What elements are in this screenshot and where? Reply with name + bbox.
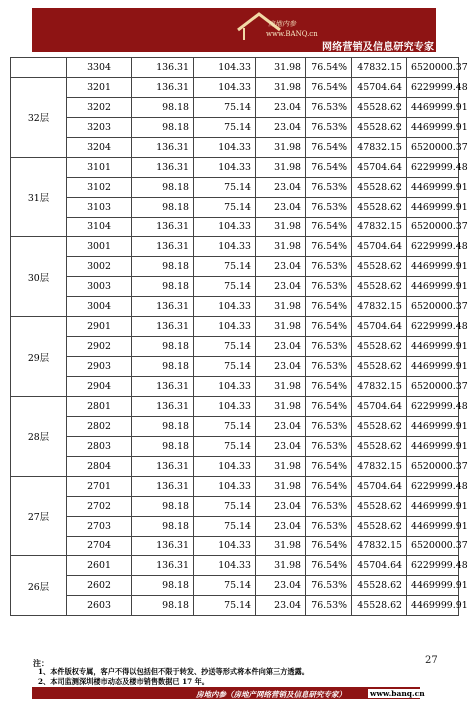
cell-ratio: 76.53% — [306, 516, 352, 536]
table-row — [11, 516, 459, 536]
cell-inner-area: 75.14 — [194, 337, 256, 357]
cell-unit: 3102 — [67, 177, 132, 197]
cell-ratio: 76.53% — [306, 576, 352, 596]
cell-inner-area: 104.33 — [194, 137, 256, 157]
table-row — [11, 277, 459, 297]
cell-unit: 2602 — [67, 576, 132, 596]
cell-gross-area: 98.18 — [132, 516, 194, 536]
cell-gross-area: 98.18 — [132, 436, 194, 456]
cell-total: 4469999.91 — [407, 337, 459, 357]
cell-gross-area: 98.18 — [132, 117, 194, 137]
cell-unit: 2703 — [67, 516, 132, 536]
cell-price: 45528.62 — [352, 177, 407, 197]
cell-inner-area: 75.14 — [194, 277, 256, 297]
cell-shared-area: 31.98 — [256, 137, 306, 157]
table-row — [11, 237, 459, 257]
cell-ratio: 76.53% — [306, 277, 352, 297]
cell-price: 45528.62 — [352, 576, 407, 596]
cell-price: 47832.15 — [352, 456, 407, 476]
cell-price: 45704.64 — [352, 396, 407, 416]
cell-ratio: 76.54% — [306, 456, 352, 476]
cell-total: 6520000.37 — [407, 297, 459, 317]
cell-price: 45704.64 — [352, 77, 407, 97]
cell-total: 4469999.91 — [407, 117, 459, 137]
cell-unit: 3204 — [67, 137, 132, 157]
cell-unit: 2902 — [67, 337, 132, 357]
cell-gross-area: 98.18 — [132, 496, 194, 516]
cell-inner-area: 75.14 — [194, 436, 256, 456]
cell-gross-area: 98.18 — [132, 416, 194, 436]
cell-unit: 3002 — [67, 257, 132, 277]
cell-inner-area: 104.33 — [194, 456, 256, 476]
cell-price: 45704.64 — [352, 556, 407, 576]
cell-unit: 3103 — [67, 197, 132, 217]
cell-total: 6229999.48 — [407, 476, 459, 496]
cell-unit: 3201 — [67, 77, 132, 97]
cell-total: 4469999.91 — [407, 496, 459, 516]
cell-price: 45528.62 — [352, 436, 407, 456]
cell-ratio: 76.53% — [306, 416, 352, 436]
floor-cell: 26层 — [11, 556, 67, 616]
table-row — [11, 396, 459, 416]
note-line-1: 1、本件版权专属，客户不得以包括但不限于转发、抄送等形式将本件向第三方透露。 — [38, 667, 309, 676]
cell-gross-area: 136.31 — [132, 297, 194, 317]
cell-price: 45704.64 — [352, 476, 407, 496]
cell-inner-area: 104.33 — [194, 556, 256, 576]
cell-inner-area: 75.14 — [194, 177, 256, 197]
banner-tagline: 网络营销及信息研究专家 — [322, 42, 435, 53]
cell-gross-area: 136.31 — [132, 377, 194, 397]
cell-total: 4469999.91 — [407, 416, 459, 436]
cell-ratio: 76.54% — [306, 536, 352, 556]
page-number: 27 — [425, 655, 438, 666]
table-row — [11, 337, 459, 357]
cell-shared-area: 23.04 — [256, 277, 306, 297]
cell-gross-area: 136.31 — [132, 58, 194, 78]
cell-gross-area: 136.31 — [132, 77, 194, 97]
cell-gross-area: 98.18 — [132, 257, 194, 277]
floor-cell: 32层 — [11, 77, 67, 157]
cell-inner-area: 75.14 — [194, 596, 256, 616]
cell-price: 45528.62 — [352, 197, 407, 217]
cell-inner-area: 104.33 — [194, 396, 256, 416]
table-row — [11, 157, 459, 177]
cell-unit: 2901 — [67, 317, 132, 337]
cell-unit: 2603 — [67, 596, 132, 616]
cell-unit: 3004 — [67, 297, 132, 317]
logo-url: www.BANQ.cn — [266, 30, 318, 38]
table-row — [11, 58, 459, 78]
floor-cell — [11, 58, 67, 78]
cell-inner-area: 104.33 — [194, 58, 256, 78]
table-row — [11, 357, 459, 377]
cell-inner-area: 104.33 — [194, 237, 256, 257]
table-row — [11, 317, 459, 337]
cell-shared-area: 23.04 — [256, 576, 306, 596]
cell-total: 4469999.91 — [407, 596, 459, 616]
note-label: 注： — [33, 658, 49, 668]
cell-shared-area: 31.98 — [256, 476, 306, 496]
cell-unit: 2601 — [67, 556, 132, 576]
cell-price: 45528.62 — [352, 337, 407, 357]
cell-total: 4469999.91 — [407, 97, 459, 117]
cell-ratio: 76.54% — [306, 137, 352, 157]
cell-unit: 3203 — [67, 117, 132, 137]
cell-total: 4469999.91 — [407, 357, 459, 377]
cell-price: 45528.62 — [352, 257, 407, 277]
cell-inner-area: 104.33 — [194, 217, 256, 237]
cell-ratio: 76.53% — [306, 97, 352, 117]
table-row — [11, 77, 459, 97]
cell-shared-area: 23.04 — [256, 97, 306, 117]
cell-ratio: 76.53% — [306, 596, 352, 616]
cell-ratio: 76.53% — [306, 197, 352, 217]
floor-cell: 31层 — [11, 157, 67, 237]
cell-ratio: 76.54% — [306, 317, 352, 337]
cell-shared-area: 31.98 — [256, 556, 306, 576]
cell-total: 6520000.37 — [407, 456, 459, 476]
cell-gross-area: 136.31 — [132, 137, 194, 157]
cell-total: 4469999.91 — [407, 257, 459, 277]
cell-inner-area: 75.14 — [194, 576, 256, 596]
cell-gross-area: 98.18 — [132, 97, 194, 117]
cell-shared-area: 31.98 — [256, 237, 306, 257]
floor-cell: 29层 — [11, 317, 67, 397]
table-row — [11, 257, 459, 277]
footer-text: 房地内参（房地产网络营销及信息研究专家） — [196, 690, 346, 699]
cell-price: 45528.62 — [352, 277, 407, 297]
cell-shared-area: 23.04 — [256, 177, 306, 197]
table-row — [11, 416, 459, 436]
cell-shared-area: 23.04 — [256, 337, 306, 357]
cell-gross-area: 136.31 — [132, 556, 194, 576]
cell-inner-area: 75.14 — [194, 117, 256, 137]
cell-ratio: 76.54% — [306, 58, 352, 78]
cell-total: 6229999.48 — [407, 556, 459, 576]
cell-gross-area: 136.31 — [132, 396, 194, 416]
table-row — [11, 556, 459, 576]
cell-total: 4469999.91 — [407, 197, 459, 217]
cell-total: 4469999.91 — [407, 436, 459, 456]
cell-inner-area: 75.14 — [194, 516, 256, 536]
cell-gross-area: 136.31 — [132, 157, 194, 177]
cell-ratio: 76.53% — [306, 496, 352, 516]
cell-total: 6229999.48 — [407, 317, 459, 337]
cell-price: 47832.15 — [352, 137, 407, 157]
table-row — [11, 297, 459, 317]
cell-gross-area: 98.18 — [132, 596, 194, 616]
cell-price: 45704.64 — [352, 237, 407, 257]
cell-unit: 2804 — [67, 456, 132, 476]
cell-unit: 2903 — [67, 357, 132, 377]
table-row — [11, 596, 459, 616]
logo-name: 房地内参 — [268, 20, 296, 28]
cell-ratio: 76.54% — [306, 157, 352, 177]
table-row — [11, 476, 459, 496]
cell-unit: 3003 — [67, 277, 132, 297]
cell-ratio: 76.54% — [306, 217, 352, 237]
cell-total: 4469999.91 — [407, 177, 459, 197]
cell-unit: 2702 — [67, 496, 132, 516]
table-row — [11, 197, 459, 217]
table-row — [11, 496, 459, 516]
cell-gross-area: 136.31 — [132, 536, 194, 556]
cell-shared-area: 31.98 — [256, 396, 306, 416]
cell-gross-area: 136.31 — [132, 456, 194, 476]
cell-ratio: 76.53% — [306, 337, 352, 357]
cell-price: 47832.15 — [352, 297, 407, 317]
cell-price: 45704.64 — [352, 317, 407, 337]
cell-price: 47832.15 — [352, 536, 407, 556]
cell-inner-area: 104.33 — [194, 536, 256, 556]
cell-total: 6229999.48 — [407, 77, 459, 97]
cell-ratio: 76.53% — [306, 357, 352, 377]
cell-inner-area: 104.33 — [194, 476, 256, 496]
cell-total: 6229999.48 — [407, 396, 459, 416]
cell-gross-area: 98.18 — [132, 337, 194, 357]
floor-cell: 27层 — [11, 476, 67, 556]
cell-gross-area: 98.18 — [132, 357, 194, 377]
table-row — [11, 177, 459, 197]
table-row — [11, 456, 459, 476]
cell-unit: 2704 — [67, 536, 132, 556]
cell-price: 45528.62 — [352, 596, 407, 616]
cell-shared-area: 23.04 — [256, 357, 306, 377]
cell-shared-area: 23.04 — [256, 496, 306, 516]
cell-unit: 3104 — [67, 217, 132, 237]
cell-shared-area: 23.04 — [256, 596, 306, 616]
cell-inner-area: 104.33 — [194, 317, 256, 337]
cell-shared-area: 23.04 — [256, 257, 306, 277]
cell-gross-area: 136.31 — [132, 476, 194, 496]
cell-shared-area: 23.04 — [256, 516, 306, 536]
cell-unit: 2801 — [67, 396, 132, 416]
cell-inner-area: 104.33 — [194, 157, 256, 177]
cell-unit: 2802 — [67, 416, 132, 436]
cell-unit: 3001 — [67, 237, 132, 257]
cell-inner-area: 104.33 — [194, 77, 256, 97]
cell-total: 6520000.37 — [407, 217, 459, 237]
table-body — [11, 58, 468, 616]
cell-inner-area: 75.14 — [194, 357, 256, 377]
cell-shared-area: 31.98 — [256, 536, 306, 556]
cell-gross-area: 136.31 — [132, 317, 194, 337]
floor-cell: 30层 — [11, 237, 67, 317]
cell-unit: 2701 — [67, 476, 132, 496]
cell-ratio: 76.53% — [306, 117, 352, 137]
cell-ratio: 76.54% — [306, 476, 352, 496]
table-row — [11, 217, 459, 237]
table-row — [11, 536, 459, 556]
cell-shared-area: 23.04 — [256, 416, 306, 436]
cell-ratio: 76.54% — [306, 396, 352, 416]
cell-shared-area: 23.04 — [256, 436, 306, 456]
cell-unit: 3202 — [67, 97, 132, 117]
cell-price: 45704.64 — [352, 157, 407, 177]
cell-inner-area: 75.14 — [194, 97, 256, 117]
cell-shared-area: 31.98 — [256, 217, 306, 237]
cell-total: 6229999.48 — [407, 157, 459, 177]
cell-shared-area: 31.98 — [256, 77, 306, 97]
cell-gross-area: 98.18 — [132, 197, 194, 217]
cell-shared-area: 31.98 — [256, 377, 306, 397]
cell-ratio: 76.54% — [306, 237, 352, 257]
cell-unit: 2803 — [67, 436, 132, 456]
cell-price: 47832.15 — [352, 58, 407, 78]
cell-total: 6520000.37 — [407, 137, 459, 157]
cell-inner-area: 75.14 — [194, 496, 256, 516]
cell-total: 6520000.37 — [407, 377, 459, 397]
table-row — [11, 137, 459, 157]
cell-shared-area: 23.04 — [256, 197, 306, 217]
footer-url[interactable]: www.banq.cn — [370, 689, 425, 698]
table-row — [11, 97, 459, 117]
table-row — [11, 117, 459, 137]
cell-shared-area: 23.04 — [256, 117, 306, 137]
cell-unit: 3101 — [67, 157, 132, 177]
cell-unit: 3304 — [67, 58, 132, 78]
cell-price: 47832.15 — [352, 217, 407, 237]
cell-ratio: 76.54% — [306, 377, 352, 397]
cell-total: 6229999.48 — [407, 237, 459, 257]
table-row — [11, 576, 459, 596]
cell-price: 45528.62 — [352, 97, 407, 117]
cell-shared-area: 31.98 — [256, 456, 306, 476]
cell-shared-area: 31.98 — [256, 297, 306, 317]
cell-ratio: 76.54% — [306, 77, 352, 97]
cell-ratio: 76.54% — [306, 556, 352, 576]
table-row — [11, 436, 459, 456]
cell-ratio: 76.53% — [306, 436, 352, 456]
cell-shared-area: 31.98 — [256, 157, 306, 177]
cell-gross-area: 136.31 — [132, 237, 194, 257]
cell-gross-area: 98.18 — [132, 277, 194, 297]
cell-inner-area: 75.14 — [194, 197, 256, 217]
unit-price-table — [10, 57, 468, 616]
cell-gross-area: 98.18 — [132, 177, 194, 197]
cell-price: 45528.62 — [352, 496, 407, 516]
cell-shared-area: 31.98 — [256, 317, 306, 337]
cell-inner-area: 104.33 — [194, 377, 256, 397]
cell-total: 4469999.91 — [407, 277, 459, 297]
floor-cell: 28层 — [11, 396, 67, 476]
cell-price: 45528.62 — [352, 357, 407, 377]
cell-shared-area: 31.98 — [256, 58, 306, 78]
cell-price: 45528.62 — [352, 516, 407, 536]
cell-total: 4469999.91 — [407, 516, 459, 536]
cell-price: 45528.62 — [352, 117, 407, 137]
cell-total: 6520000.37 — [407, 536, 459, 556]
cell-inner-area: 75.14 — [194, 416, 256, 436]
cell-unit: 2904 — [67, 377, 132, 397]
cell-gross-area: 136.31 — [132, 217, 194, 237]
note-line-2: 2、本司监测深圳楼市动态及楼市销售数据已 17 年。 — [38, 677, 209, 686]
cell-inner-area: 75.14 — [194, 257, 256, 277]
cell-total: 4469999.91 — [407, 576, 459, 596]
cell-price: 47832.15 — [352, 377, 407, 397]
cell-gross-area: 98.18 — [132, 576, 194, 596]
cell-total: 6520000.37 — [407, 58, 459, 78]
cell-inner-area: 104.33 — [194, 297, 256, 317]
cell-price: 45528.62 — [352, 416, 407, 436]
table-row — [11, 377, 459, 397]
cell-ratio: 76.53% — [306, 257, 352, 277]
cell-ratio: 76.54% — [306, 297, 352, 317]
cell-ratio: 76.53% — [306, 177, 352, 197]
